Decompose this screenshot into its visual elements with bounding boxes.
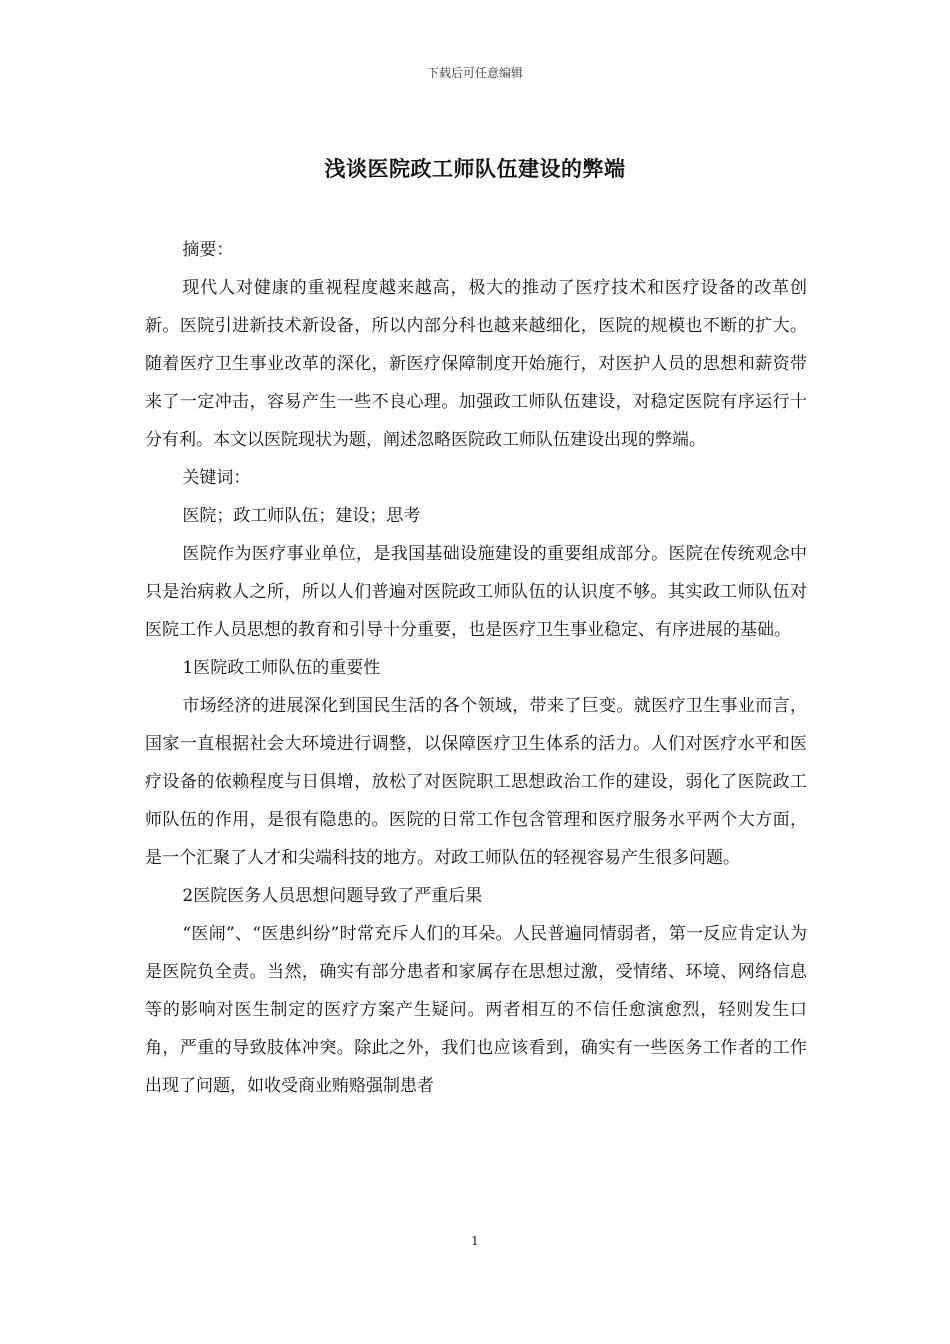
keywords-list: 医院；政工师队伍；建设；思考 — [182, 506, 421, 526]
document-title: 浅谈医院政工师队伍建设的弊端 — [324, 156, 626, 181]
keywords-label: 关键词： — [182, 468, 251, 488]
section-1-paragraph: 市场经济的进展深化到国民生活的各个领域，带来了巨变。就医疗卫生事业而言，国家一直根据社会大环境进行调整，以保障医疗卫生体系的活力。人们对医疗水平和医疗设备的依赖程度与日俱增，放松了对医院职工思想政治工作的建设，弱化了医院政工师队伍的作用，是很有隐患的。医院的日常工作包含管理和医疗服务水平两个大方面，是一个汇聚了人才和尖端科技的地方。对政工师队伍的轻视容易产生很多问题。 — [145, 696, 807, 868]
section-2-paragraph: “医闹”、“医患纠纷”时常充斥人们的耳朵。人民普遍同情弱者，第一反应肯定认为是医院负全责。当然，确实有部分患者和家属存在思想过激，受情绪、环境、网络信息等的影响对医生制定的医疗方案产生疑问。两者相互的不信任愈演愈烈，轻则发生口角，严重的导致肢体冲突。除此之外，我们也应该看到，确实有一些医务工作者的工作出现了问题，如收受商业贿赂强制患者 — [145, 924, 807, 1096]
header-note: 下载后可任意编辑 — [426, 66, 523, 80]
intro-paragraph: 医院作为医疗事业单位，是我国基础设施建设的重要组成部分。医院在传统观念中只是治病救人之所，所以人们普遍对医院政工师队伍的认识度不够。其实政工师队伍对医院工作人员思想的教育和引导十分重要，也是医疗卫生事业稳定、有序进展的基础。 — [145, 544, 807, 640]
section-heading-1: 1医院政工师队伍的重要性 — [182, 658, 381, 678]
page-number: 1 — [471, 1234, 479, 1248]
section-heading-2: 2医院医务人员思想问题导致了严重后果 — [182, 886, 483, 906]
abstract-label: 摘要： — [182, 240, 234, 260]
abstract-paragraph: 现代人对健康的重视程度越来越高，极大的推动了医疗技术和医疗设备的改革创新。医院引进新技术新设备，所以内部分科也越来越细化，医院的规模也不断的扩大。随着医疗卫生事业改革的深化，新医疗保障制度开始施行，对医护人员的思想和薪资带来了一定冲击，容易产生一些不良心理。加强政工师队伍建设，对稳定医院有序运行十分有利。本文以医院现状为题，阐述忽略医院政工师队伍建设出现的弊端。 — [145, 278, 807, 450]
body-text — [145, 231, 807, 1105]
